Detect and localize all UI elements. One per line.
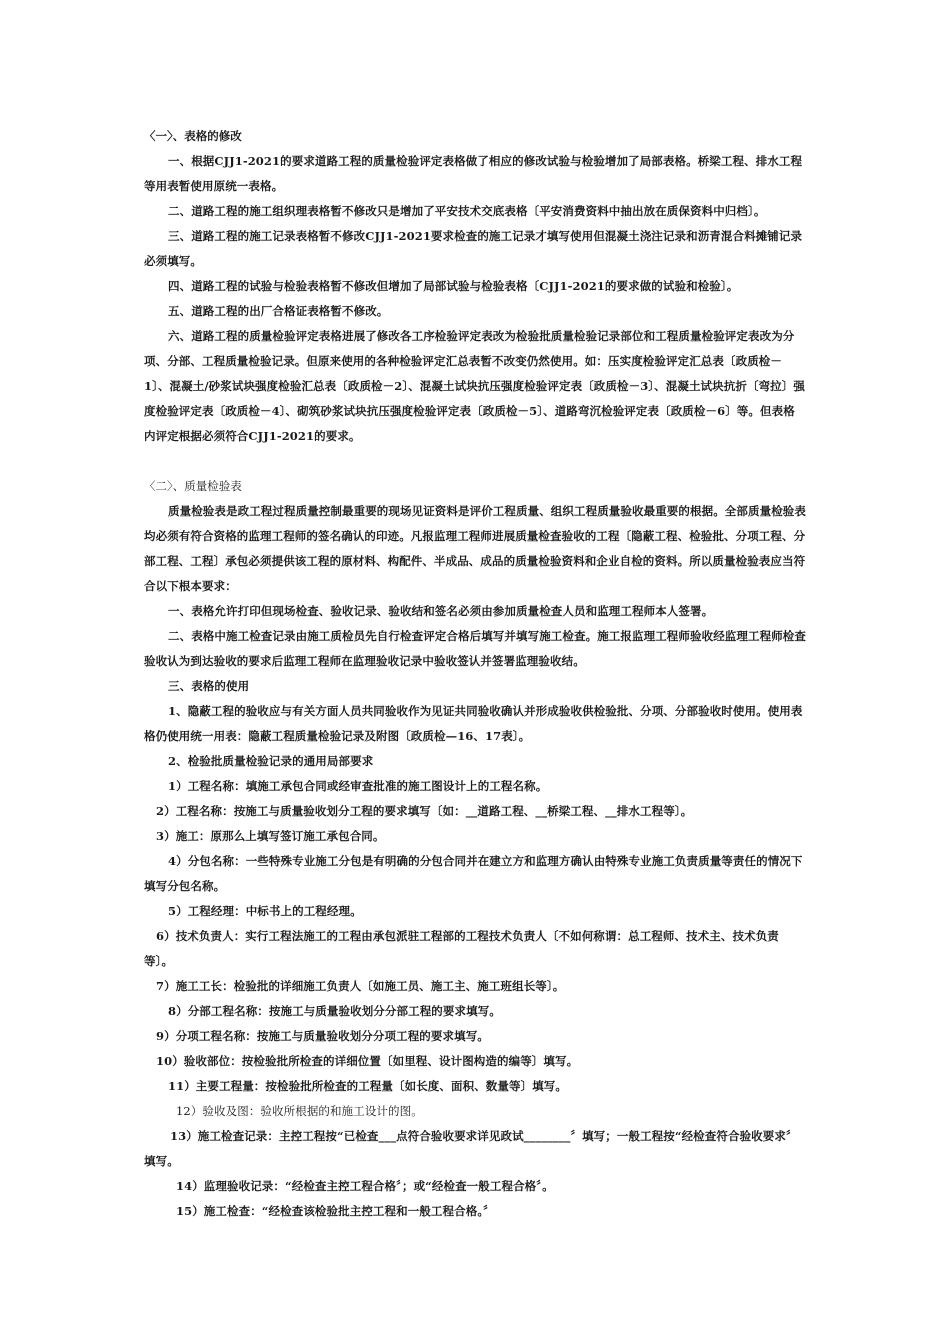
paragraph: 六、道路工程的质量检验评定表格进展了修改各工序检验评定表改为检验批质量检验记录部位和工程质量检验评定表改为分项、分部、工程质量检验记录。但原来使用的各种检验评定汇总表暂不改变仍然使用。如：压实度检验评定汇总表〔政质检－1〕、混凝土/砂浆试块强度检验汇总表〔政质检－2〕、混凝土试块抗压强度检验评定表〔政质检－3〕、混凝土试块抗折〔弯拉〕强度检验评定表〔政质检－4〕、砌筑砂浆试块抗压强度检验评定表〔政质检－5〕、道路弯沉检验评定表〔政质检－6〕等。但表格内评定根据必须符合CJJ1-2021的要求。 xyxy=(144,329,805,443)
list-item: 10）验收部位：按检验批所检查的详细位置〔如里程、设计图构造的编等〕填写。 xyxy=(156,1054,579,1068)
paragraph: 1、隐蔽工程的验收应与有关方面人员共同验收作为见证共同验收确认并形成验收供检验批、分项、分部验收时使用。使用表格仍使用统一用表：隐蔽工程质量检验记录及附图〔政质检—16、17表〕。 xyxy=(144,704,803,743)
list-item: 15）施工检查：“经检查该检验批主控工程和一般工程合格。〞 xyxy=(176,1204,495,1218)
list-item: 13）施工检查记录：主控工程按“已检查___点符合验收要求详见政试________〞填写；一般工程按“经检查符合验收要求〞填写。 xyxy=(144,1129,798,1168)
list-item: 2）工程名称：按施工与质量验收划分工程的要求填写〔如：__道路工程、__桥梁工程、__排水工程等〕。 xyxy=(156,804,693,818)
list-item: 1）工程名称：填施工承包合同或经审查批准的施工图设计上的工程名称。 xyxy=(168,779,548,793)
paragraph: 三、表格的使用 xyxy=(168,679,250,693)
paragraph: 2、检验批质量检验记录的通用局部要求 xyxy=(168,754,374,768)
list-item: 11）主要工程量：按检验批所检查的工程量〔如长度、面积、数量等〕填写。 xyxy=(168,1079,567,1093)
paragraph: 一、根据CJJ1-2021的要求道路工程的质量检验评定表格做了相应的修改试验与检验增加了局部表格。桥梁工程、排水工程等用表暂使用原统一表格。 xyxy=(144,154,803,193)
list-item: 9）分项工程名称：按施工与质量验收划分分项工程的要求填写。 xyxy=(156,1029,489,1043)
section-heading-table-revision: 〈一〉、表格的修改 xyxy=(144,129,242,143)
list-item: 14）监理验收记录：“经检查主控工程合格〞；或“经检查一般工程合格〞。 xyxy=(176,1179,554,1193)
paragraph: 一、表格允许打印但现场检查、验收记录、验收结和签名必须由参加质量检查人员和监理工程师本人签署。 xyxy=(168,604,714,618)
document-page xyxy=(144,124,806,1224)
paragraph: 四、道路工程的试验与检验表格暂不修改但增加了局部试验与检验表格〔CJJ1-2021的要求做的试验和检验〕。 xyxy=(168,279,739,293)
list-item: 3）施工：原那么上填写签订施工承包合同。 xyxy=(156,829,385,843)
spacer xyxy=(144,449,806,474)
paragraph: 三、道路工程的施工记录表格暂不修改CJJ1-2021要求检查的施工记录才填写使用但混凝土浇注记录和沥青混合料摊铺记录必须填写。 xyxy=(144,229,803,268)
list-item: 4）分包名称：一些特殊专业施工分包是有明确的分包合同并在建立方和监理方确认由特殊专业施工负责质量等责任的情况下填写分包名称。 xyxy=(144,854,803,893)
list-item: 6）技术负责人：实行工程法施工的工程由承包派驻工程部的工程技术负责人〔不如何称谓：总工程师、技术主、技术负责等〕。 xyxy=(144,929,779,968)
list-item: 8）分部工程名称：按施工与质量验收划分分部工程的要求填写。 xyxy=(168,1004,501,1018)
paragraph: 二、道路工程的施工组织理表格暂不修改只是增加了平安技术交底表格〔平安消费资料中抽出放在质保资料中归档〕。 xyxy=(168,204,766,218)
paragraph: 二、表格中施工检查记录由施工质检员先自行检查评定合格后填写并填写施工检查。施工报监理工程师验收经监理工程师检查验收认为到达验收的要求后监理工程师在监理验收记录中验收签认并签署监理验收结。 xyxy=(144,629,806,668)
list-item: 12）验收及图：验收所根据的和施工设计的图。 xyxy=(176,1104,423,1118)
paragraph: 质量检验表是政工程过程质量控制最重要的现场见证资料是评价工程质量、组织工程质量验收最重要的根据。全部质量检验表均必须有符合资格的监理工程师的签名确认的印迹。凡报监理工程师进展质量检查验收的工程〔隐蔽工程、检验批、分项工程、分部工程、工程〕承包必须提供该工程的原材料、构配件、半成品、成品的质量检验资料和企业自检的资料。所以质量检验表应当符合以下根本要求： xyxy=(144,504,806,593)
section-heading-quality-inspection: 〈二〉、质量检验表 xyxy=(144,479,242,493)
list-item: 7）施工工长：检验批的详细施工负责人〔如施工员、施工主、施工班组长等〕。 xyxy=(156,979,565,993)
list-item: 5）工程经理：中标书上的工程经理。 xyxy=(168,904,362,918)
paragraph: 五、道路工程的出厂合格证表格暂不修改。 xyxy=(168,304,389,318)
